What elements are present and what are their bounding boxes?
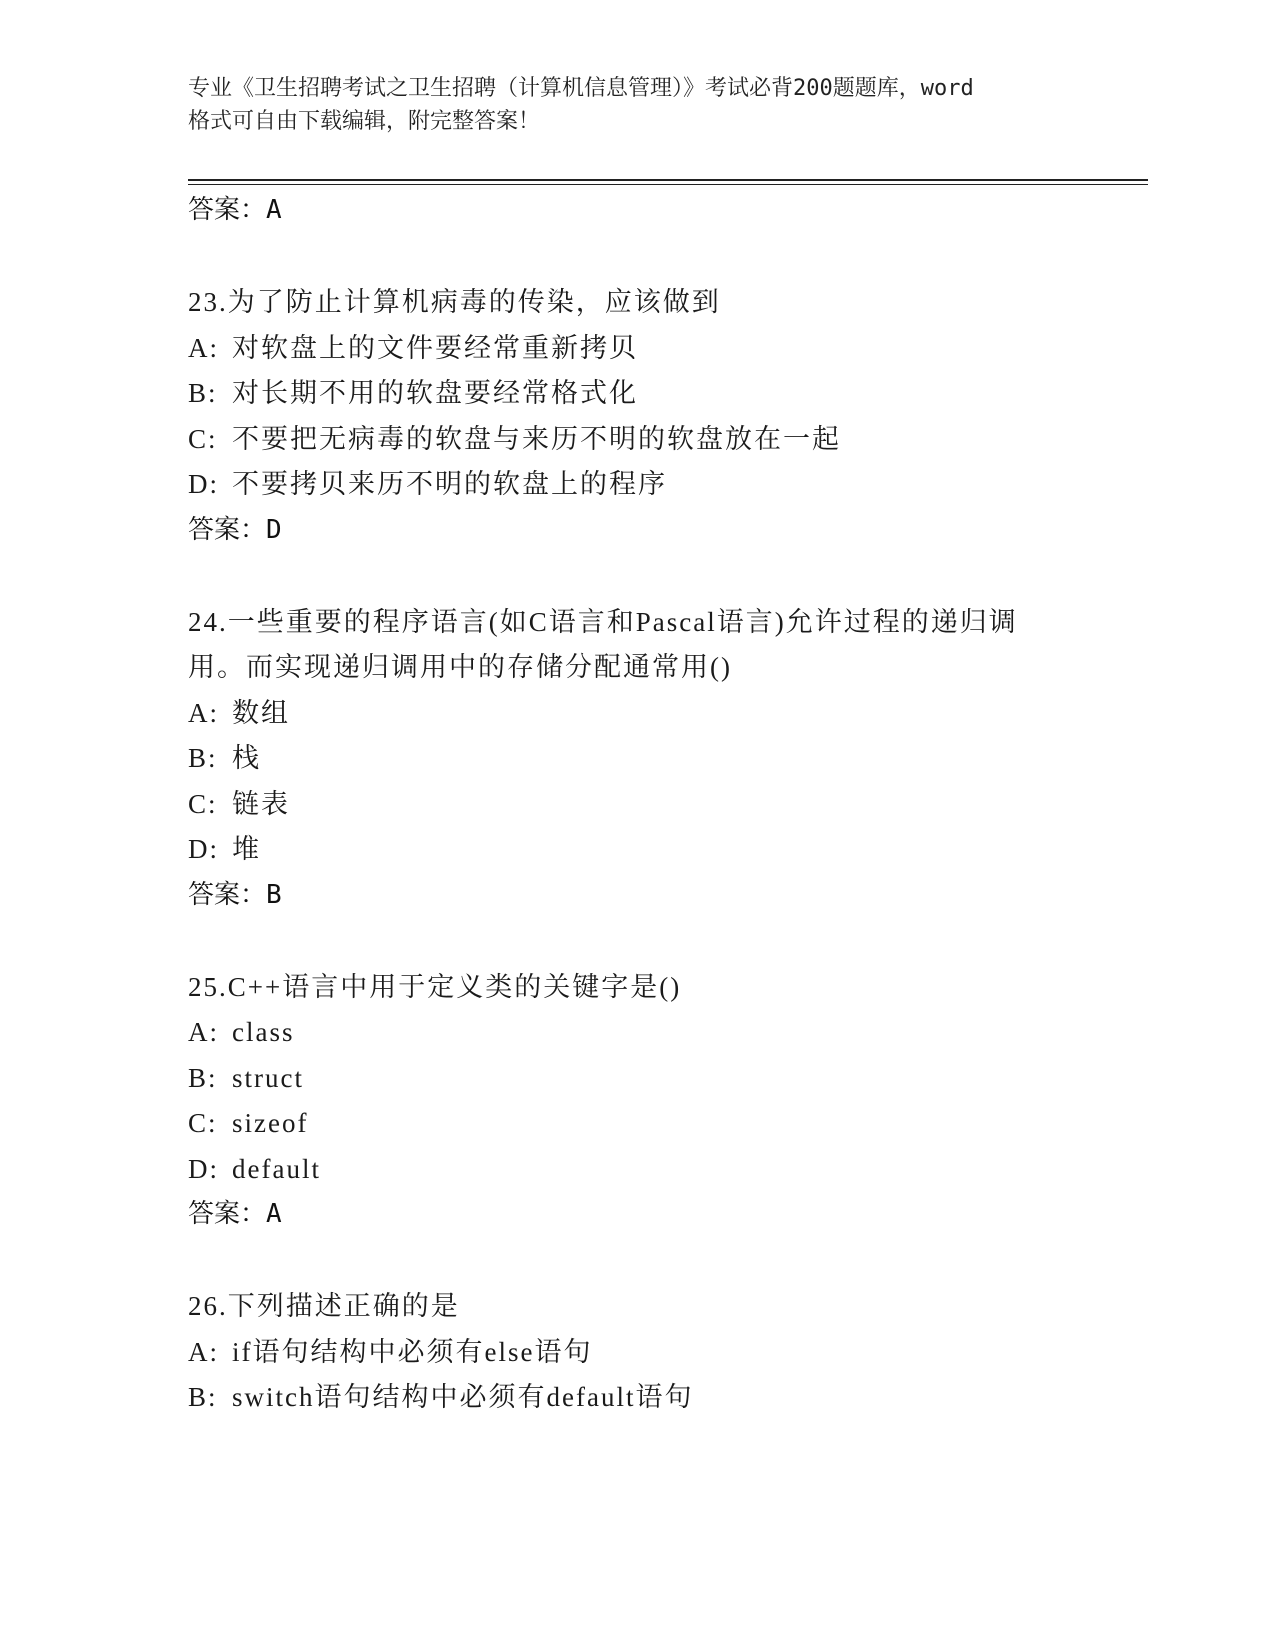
option-text: 不要把无病毒的软盘与来历不明的软盘放在一起 <box>232 423 841 454</box>
option-text: class <box>232 1017 295 1047</box>
option-text: switch语句结构中必须有default语句 <box>232 1382 694 1412</box>
option-key: D: <box>188 469 219 499</box>
option-a <box>188 1330 1148 1376</box>
question-stem: 25.C++语言中用于定义类的关键字是() <box>188 971 682 1002</box>
header-divider-thick <box>188 179 1148 181</box>
answer-line: 答案：B <box>188 879 282 910</box>
option-key: C: <box>188 423 218 454</box>
option-d <box>188 462 1148 508</box>
option-key: A: <box>188 697 219 728</box>
option-key: A: <box>188 332 219 363</box>
option-key: B: <box>188 378 218 408</box>
option-key: B: <box>188 1062 218 1093</box>
document-header <box>188 72 1088 138</box>
option-key: C: <box>188 1108 218 1138</box>
option-key: A: <box>188 1017 219 1047</box>
option-key: A: <box>188 1336 219 1367</box>
option-text: 栈 <box>232 743 261 773</box>
question-stem: 24.一些重要的程序语言(如C语言和Pascal语言)允许过程的递归调用。而实现递归调用中的存储分配通常用() <box>188 606 1018 682</box>
option-b <box>188 1056 1148 1102</box>
question-stem: 23.为了防止计算机病毒的传染，应该做到 <box>188 287 721 317</box>
question-block <box>188 1284 1148 1421</box>
option-c <box>188 782 1148 828</box>
option-a <box>188 1010 1148 1056</box>
option-a <box>188 326 1148 372</box>
question-block <box>188 965 1148 1238</box>
option-c <box>188 1101 1148 1147</box>
answer-line: 答案：A <box>188 195 282 225</box>
option-key: B: <box>188 743 218 773</box>
option-key: D: <box>188 834 219 864</box>
option-d <box>188 1147 1148 1193</box>
option-text: 堆 <box>232 834 261 864</box>
question-stem: 26.下列描述正确的是 <box>188 1291 460 1321</box>
option-b <box>188 1375 1148 1421</box>
question-list <box>188 188 1148 1421</box>
header-title-line-1: 专业《卫生招聘考试之卫生招聘（计算机信息管理）》考试必背200题题库，word <box>188 76 974 101</box>
option-b <box>188 736 1148 782</box>
option-text: 不要拷贝来历不明的软盘上的程序 <box>232 469 667 499</box>
option-a <box>188 691 1148 737</box>
option-c <box>188 417 1148 463</box>
option-text: 数组 <box>232 697 290 728</box>
option-key: D: <box>188 1153 219 1184</box>
option-key: B: <box>188 1382 218 1412</box>
answer-line: 答案：A <box>188 1199 282 1229</box>
option-text: 对长期不用的软盘要经常格式化 <box>232 378 638 408</box>
option-d <box>188 827 1148 873</box>
option-text: 链表 <box>232 788 290 819</box>
question-block <box>188 280 1148 553</box>
option-key: C: <box>188 788 218 819</box>
option-text: default <box>232 1153 321 1184</box>
option-text: 对软盘上的文件要经常重新拷贝 <box>232 332 638 363</box>
header-title-line-2: 格式可自由下载编辑，附完整答案！ <box>188 109 541 134</box>
answer-line: 答案：D <box>188 514 282 545</box>
option-text: if语句结构中必须有else语句 <box>232 1336 593 1367</box>
option-text: sizeof <box>232 1108 309 1138</box>
option-b <box>188 371 1148 417</box>
question-block <box>188 600 1148 918</box>
header-divider-thin <box>188 184 1148 185</box>
option-text: struct <box>232 1062 304 1093</box>
